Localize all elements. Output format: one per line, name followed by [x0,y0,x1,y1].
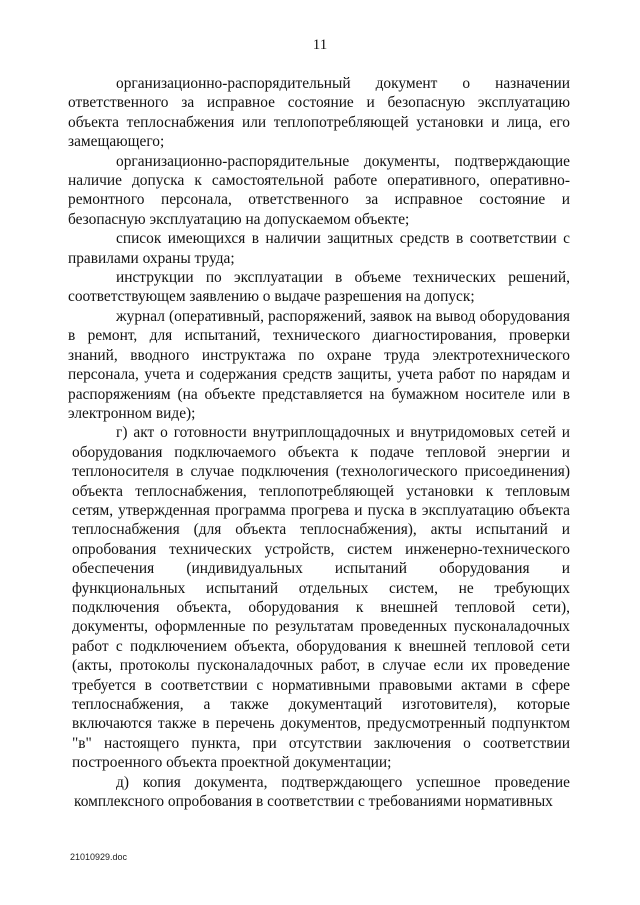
file-name-footer: 21010929.doc [70,852,128,862]
paragraph-operating-instructions: инструкции по эксплуатации в объеме технических решений, соответствующем заявлению о выдаче разрешения на допуск; [68,269,570,306]
paragraph-admission-documents: организационно-распорядительные документы, подтверждающие наличие допуска к самостоятельной работе оперативного, оперативно-ремонтного персонала, ответственного за исправное состояние и безопасную эксплуатацию на допускаемом объекте; [68,152,570,228]
paragraph-order-responsible: организационно-распорядительный документ о назначении ответственного за исправное состояние и безопасную эксплуатацию объекта теплоснабжения или теплопотребляющей установки и лица, его замещающего; [68,75,570,151]
page-number: 11 [312,37,328,53]
paragraph-item-g: г) акт о готовности внутриплощадочных и внутридомовых сетей и оборудования подключаемого объекта к подаче тепловой энергии и теплоносителя в случае подключения (технологического присоединения) объекта теплоснабжения, теплопотребляющей установки к тепловым сетям, утвержденная программа прогрева и пуска в эксплуатацию объекта теплоснабжения (для объекта теплоснабжения), акты испытаний и опробования технических устройств, систем инженерно-технического обеспечения (индивидуальных испытаний оборудования и функциональных испытаний отдельных систем, не требующих подключения объекта, оборудования к внешней тепловой сети), документы, оформленные по результатам проведенных пусконаладочных работ с подключением объекта, оборудования к внешней тепловой сети (акты, протоколы пусконаладочных работ, в случае если их проведение требуется в соответствии с нормативными правовыми актами в сфере теплоснабжения, а также документаций изготовителя), которые включаются также в перечень документов, предусмотренный подпунктом "в" настоящего пункта, при отсутствии заключения о соответствии построенного объекта проектной документации; [72,424,570,772]
document-body [68,74,570,811]
paragraph-journal: журнал (оперативный, распоряжений, заявок на вывод оборудования в ремонт, для испытаний, технического диагностирования, проверки знаний, вводного инструктажа по охране труда электротехнического персонала, учета и содержания средств защиты, учета работ по нарядам и распоряжениям (на объекте представляется на бумажном носителе или в электронном виде); [68,307,570,422]
paragraph-item-d: д) копия документа, подтверждающего успешное проведение комплексного опробования в соответствии с требованиями нормативных [74,773,570,811]
paragraph-protective-equipment: список имеющихся в наличии защитных средств в соответствии с правилами охраны труда; [68,230,570,267]
